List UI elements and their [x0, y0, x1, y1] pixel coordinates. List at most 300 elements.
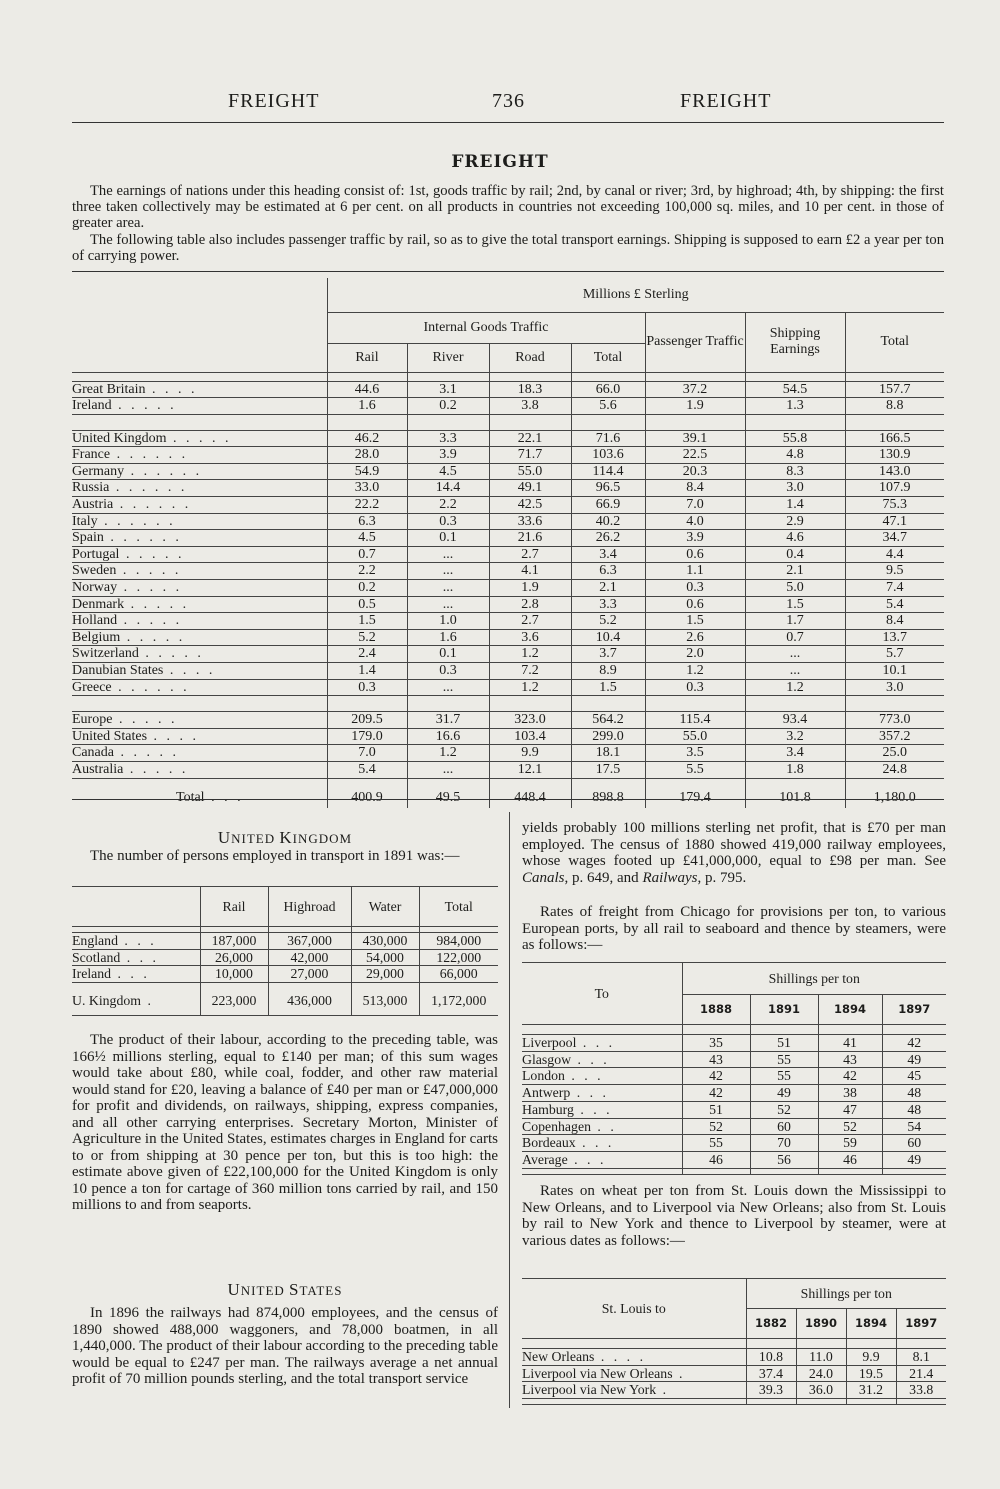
- uk-employment-table: [72, 886, 498, 1016]
- column-divider: [509, 812, 510, 1408]
- cell-total: 17.5: [571, 761, 645, 778]
- cell-road: 21.6: [489, 530, 571, 547]
- label-text: Scotland: [72, 949, 121, 965]
- cell-river: 2.2: [407, 497, 489, 514]
- rate-cell: 41: [818, 1035, 882, 1052]
- label-text: France: [72, 447, 111, 463]
- row-label: [72, 949, 200, 966]
- cell-grand: 34.7: [845, 530, 944, 547]
- rate-cell: 48: [882, 1101, 946, 1118]
- cell-total: 564.2: [571, 712, 645, 729]
- cell-shipping: ...: [745, 663, 845, 680]
- rate-cell: 9.9: [846, 1349, 896, 1366]
- leader-dots: . . . . .: [111, 398, 177, 414]
- running-head-left: FREIGHT: [228, 90, 320, 112]
- cell-total: 2.1: [571, 580, 645, 597]
- row-label: [72, 546, 327, 563]
- total-total: 1,172,000: [419, 983, 498, 1016]
- cell-highroad: 367,000: [268, 933, 351, 950]
- rate-cell: 54: [882, 1118, 946, 1135]
- row-label: [72, 933, 200, 950]
- leader-dots: . . . .: [145, 381, 198, 397]
- river-header: River: [407, 343, 489, 372]
- table-row: [522, 1035, 946, 1052]
- year-header: 1894: [818, 995, 882, 1025]
- freight-earnings-table: [72, 278, 944, 808]
- year-header: 1897: [882, 995, 946, 1025]
- table-row: [72, 596, 944, 613]
- row-label: [72, 728, 327, 745]
- label-text: United Kingdom: [72, 430, 167, 446]
- leader-dots: . . . . .: [112, 712, 178, 728]
- leader-dots: . . . . .: [119, 546, 185, 562]
- table-row: [522, 1135, 946, 1152]
- table-row: [72, 629, 944, 646]
- cell-rail: 6.3: [327, 513, 407, 530]
- cell-river: ...: [407, 546, 489, 563]
- rate-cell: 37.4: [746, 1365, 796, 1382]
- cell-grand: 8.8: [845, 398, 944, 415]
- cell-rail: 179.0: [327, 728, 407, 745]
- cell-grand: 5.7: [845, 646, 944, 663]
- leader-dots: . . . . .: [124, 596, 190, 612]
- cell-shipping: 55.8: [745, 430, 845, 447]
- table-bottom-rule: [72, 799, 944, 800]
- cell-rail: 0.3: [327, 679, 407, 696]
- table-row: [72, 530, 944, 547]
- rate-cell: 59: [818, 1135, 882, 1152]
- cell-rail: 5.2: [327, 629, 407, 646]
- cell-river: 31.7: [407, 712, 489, 729]
- row-label: [522, 1101, 682, 1118]
- rate-cell: 31.2: [846, 1382, 896, 1399]
- cell-passenger: 3.9: [645, 530, 745, 547]
- stlouis-units-header: Shillings per ton: [746, 1279, 946, 1309]
- cell-grand: 4.4: [845, 546, 944, 563]
- cell-rail: 0.7: [327, 546, 407, 563]
- leader-dots: . . . . . .: [97, 513, 176, 529]
- cell-passenger: 4.0: [645, 513, 745, 530]
- total-road: 448.4: [489, 778, 571, 808]
- internal-goods-header: Internal Goods Traffic: [327, 312, 645, 343]
- cell-rail: 7.0: [327, 745, 407, 762]
- cell-total: 96.5: [571, 480, 645, 497]
- cell-total: 18.1: [571, 745, 645, 762]
- cell-total: 1.5: [571, 679, 645, 696]
- chicago-to-header: To: [594, 985, 609, 1001]
- leader-dots: . . .: [567, 1151, 607, 1167]
- table-row: [72, 580, 944, 597]
- label-text: Ireland: [72, 398, 112, 414]
- cell-grand: 9.5: [845, 563, 944, 580]
- table-row: [72, 447, 944, 464]
- label-text: Ireland: [72, 966, 112, 982]
- table-row: [72, 728, 944, 745]
- leader-dots: .: [656, 1382, 670, 1398]
- row-label: [72, 966, 200, 983]
- cell-rail: 54.9: [327, 463, 407, 480]
- cell-shipping: 54.5: [745, 381, 845, 398]
- leader-dots: . . . . . .: [124, 463, 203, 479]
- rate-cell: 49: [882, 1151, 946, 1168]
- cell-total: 8.9: [571, 663, 645, 680]
- label-text: Liverpool via New York: [522, 1382, 657, 1398]
- rate-cell: 8.1: [896, 1349, 946, 1366]
- row-label: [522, 1051, 682, 1068]
- label-text: Switzerland: [72, 646, 139, 662]
- cell-total: 66.0: [571, 381, 645, 398]
- total-rail: 400.9: [327, 778, 407, 808]
- page-number: 736: [492, 90, 525, 112]
- cell-passenger: 37.2: [645, 381, 745, 398]
- cell-river: 1.0: [407, 613, 489, 630]
- cell-rail: 26,000: [200, 949, 268, 966]
- cell-rail: 4.5: [327, 530, 407, 547]
- cell-rail: 44.6: [327, 381, 407, 398]
- cell-passenger: 39.1: [645, 430, 745, 447]
- cell-river: ...: [407, 596, 489, 613]
- cell-shipping: 3.2: [745, 728, 845, 745]
- row-label: [72, 513, 327, 530]
- cell-total: 5.2: [571, 613, 645, 630]
- cell-road: 1.2: [489, 679, 571, 696]
- label-text: U. Kingdom: [72, 993, 141, 1009]
- cell-passenger: 0.6: [645, 546, 745, 563]
- cell-road: 49.1: [489, 480, 571, 497]
- table-row: [72, 430, 944, 447]
- total-rail: 223,000: [200, 983, 268, 1016]
- rate-cell: 52: [818, 1118, 882, 1135]
- rate-cell: 39.3: [746, 1382, 796, 1399]
- cell-passenger: 3.5: [645, 745, 745, 762]
- leader-dots: . . . . . .: [113, 497, 192, 513]
- label-text: Belgium: [72, 629, 121, 645]
- leader-dots: .: [672, 1365, 686, 1381]
- cell-rail: 2.4: [327, 646, 407, 663]
- row-label: [522, 1151, 682, 1168]
- table-row: [72, 949, 498, 966]
- row-label: [72, 761, 327, 778]
- cell-river: 0.1: [407, 646, 489, 663]
- cell-grand: 130.9: [845, 447, 944, 464]
- rate-cell: 35: [682, 1035, 750, 1052]
- cell-shipping: 0.4: [745, 546, 845, 563]
- uk-heading: UNITED KINGDOM: [217, 828, 353, 847]
- label-text: Holland: [72, 613, 118, 629]
- cell-river: 1.6: [407, 629, 489, 646]
- table-row: [72, 613, 944, 630]
- table-row: [72, 712, 944, 729]
- cell-grand: 24.8: [845, 761, 944, 778]
- cell-road: 9.9: [489, 745, 571, 762]
- table-row: [72, 398, 944, 415]
- row-label: [72, 447, 327, 464]
- rate-cell: 60: [750, 1118, 818, 1135]
- right-continuation: yields probably 100 millions sterling net profit, that is £70 per man employed. The census of 1880 showed 419,000 railway employees, whose wages footed up £41,000,000, equal to £98 per man. See Canals, p. 649, and Railways, p. 795.: [522, 820, 946, 886]
- label-text: Norway: [72, 580, 118, 596]
- cell-passenger: 20.3: [645, 463, 745, 480]
- cell-grand: 357.2: [845, 728, 944, 745]
- rate-cell: 55: [750, 1068, 818, 1085]
- row-label: [72, 563, 327, 580]
- row-label: [72, 663, 327, 680]
- cell-grand: 166.5: [845, 430, 944, 447]
- total-row: [72, 983, 498, 1016]
- rate-cell: 49: [882, 1051, 946, 1068]
- rate-cell: 46: [682, 1151, 750, 1168]
- row-label: [72, 596, 327, 613]
- rate-cell: 10.8: [746, 1349, 796, 1366]
- cell-total: 6.3: [571, 563, 645, 580]
- chicago-intro: Rates of freight from Chicago for provisions per ton, to various European ports, by all rail to seaboard and thence by steamers, were as follows:—: [522, 904, 946, 953]
- table-row: [72, 745, 944, 762]
- cell-water: 54,000: [351, 949, 419, 966]
- rate-cell: 33.8: [896, 1382, 946, 1399]
- leader-dots: . .: [590, 1118, 617, 1134]
- label-text: London: [522, 1068, 565, 1084]
- row-label: [72, 430, 327, 447]
- rate-cell: 60: [882, 1135, 946, 1152]
- label-text: Liverpool via New Orleans: [522, 1365, 673, 1381]
- cell-road: 4.1: [489, 563, 571, 580]
- cell-shipping: 2.1: [745, 563, 845, 580]
- cell-grand: 157.7: [845, 381, 944, 398]
- rate-cell: 42: [818, 1068, 882, 1085]
- leader-dots: . . . . . .: [103, 530, 182, 546]
- cell-water: 430,000: [351, 933, 419, 950]
- cell-road: 18.3: [489, 381, 571, 398]
- label-text: Portugal: [72, 546, 120, 562]
- group-spacer: [72, 414, 944, 430]
- cell-passenger: 1.1: [645, 563, 745, 580]
- row-label: [522, 1135, 682, 1152]
- cell-grand: 107.9: [845, 480, 944, 497]
- cell-passenger: 0.6: [645, 596, 745, 613]
- cell-passenger: 115.4: [645, 712, 745, 729]
- table-row: [72, 679, 944, 696]
- cell-passenger: 8.4: [645, 480, 745, 497]
- us-heading: UNITED STATES: [227, 1280, 343, 1299]
- table-row: [72, 513, 944, 530]
- cell-road: 7.2: [489, 663, 571, 680]
- cell-passenger: 0.3: [645, 580, 745, 597]
- canals-reference: Canals: [522, 869, 565, 886]
- label-text: Denmark: [72, 596, 125, 612]
- rate-cell: 21.4: [896, 1365, 946, 1382]
- uk-total-header: Total: [419, 887, 498, 927]
- cell-total: 103.6: [571, 447, 645, 464]
- label-text: Antwerp: [522, 1085, 571, 1101]
- total-total: 898.8: [571, 778, 645, 808]
- cell-rail: 209.5: [327, 712, 407, 729]
- us-paragraph: In 1896 the railways had 874,000 employees, and the census of 1890 showed 488,000 waggoners, and 78,000 boatmen, in all 1,440,000. The product of their labour according to the preceding table would be equal to £247 per man. The railways average a net annual profit of 70 million pounds sterling, and the total transport service: [72, 1305, 498, 1387]
- label-text: Copenhagen: [522, 1118, 591, 1134]
- rate-cell: 42: [882, 1035, 946, 1052]
- leader-dots: . . .: [111, 966, 150, 982]
- cell-shipping: 1.5: [745, 596, 845, 613]
- cell-rail: 10,000: [200, 966, 268, 983]
- label-text: Austria: [72, 497, 114, 513]
- rail-header: Rail: [327, 343, 407, 372]
- cell-rail: 28.0: [327, 447, 407, 464]
- cell-grand: 75.3: [845, 497, 944, 514]
- rate-cell: 55: [682, 1135, 750, 1152]
- table-row: [72, 663, 944, 680]
- internal-total-header: Total: [571, 343, 645, 372]
- leader-dots: . . .: [120, 949, 159, 965]
- table-row: [72, 497, 944, 514]
- cell-passenger: 55.0: [645, 728, 745, 745]
- stlouis-to-header: St. Louis to: [601, 1300, 666, 1316]
- cell-total: 40.2: [571, 513, 645, 530]
- cell-highroad: 27,000: [268, 966, 351, 983]
- cell-river: ...: [407, 580, 489, 597]
- label-text: England: [72, 933, 118, 948]
- leader-dots: . . . .: [594, 1349, 647, 1364]
- stlouis-rates-table: [522, 1278, 946, 1405]
- intro-paragraph-1: The earnings of nations under this heading consist of: 1st, goods traffic by rail; 2nd, by canal or river; 3rd, by highroad; 4th, by shipping: the first three taken collectively may be estimated at 6 per cent. on all products in countries not exceeding 100,000 sq. miles, and 10 per cent. in those of greater area.: [72, 183, 944, 232]
- cell-rail: 2.2: [327, 563, 407, 580]
- row-label: [522, 1365, 746, 1382]
- row-label: [72, 712, 327, 729]
- running-head-right: FREIGHT: [680, 90, 772, 112]
- leader-dots: . . . . .: [166, 430, 232, 446]
- cell-passenger: 2.6: [645, 629, 745, 646]
- row-label: [522, 1349, 746, 1366]
- rate-cell: 46: [818, 1151, 882, 1168]
- cell-rail: 1.5: [327, 613, 407, 630]
- table-row: [72, 966, 498, 983]
- rate-cell: 11.0: [796, 1349, 846, 1366]
- leader-dots: . . . . . .: [110, 447, 189, 463]
- cell-river: ...: [407, 679, 489, 696]
- table-row: [72, 933, 498, 950]
- label-text: Sweden: [72, 563, 117, 579]
- group-spacer: [72, 696, 944, 712]
- cell-river: 16.6: [407, 728, 489, 745]
- cell-highroad: 42,000: [268, 949, 351, 966]
- stlouis-intro: Rates on wheat per ton from St. Louis down the Mississippi to New Orleans, and to Liverpool via New Orleans; also from St. Louis by rail to New York and thence to Liverpool by steamer, were at various dates as follows:—: [522, 1183, 946, 1249]
- rate-cell: 42: [682, 1085, 750, 1102]
- cell-shipping: 1.7: [745, 613, 845, 630]
- cell-grand: 3.0: [845, 679, 944, 696]
- rate-cell: 47: [818, 1101, 882, 1118]
- cell-river: 3.9: [407, 447, 489, 464]
- table-row: [522, 1349, 946, 1366]
- cell-total: 66.9: [571, 497, 645, 514]
- cell-grand: 8.4: [845, 613, 944, 630]
- row-label: [72, 646, 327, 663]
- cell-grand: 7.4: [845, 580, 944, 597]
- rate-cell: 70: [750, 1135, 818, 1152]
- total-water: 513,000: [351, 983, 419, 1016]
- table-row: [72, 546, 944, 563]
- leader-dots: . . .: [564, 1068, 604, 1084]
- row-label: [522, 1118, 682, 1135]
- label-text: United States: [72, 728, 148, 744]
- label-text: Canada: [72, 745, 114, 761]
- cell-river: 3.1: [407, 381, 489, 398]
- label-text: Bordeaux: [522, 1135, 576, 1151]
- leader-dots: .: [141, 993, 154, 1009]
- cell-grand: 10.1: [845, 663, 944, 680]
- year-header: 1882: [746, 1309, 796, 1339]
- row-label: [72, 613, 327, 630]
- cell-rail: 22.2: [327, 497, 407, 514]
- cell-shipping: 8.3: [745, 463, 845, 480]
- cell-shipping: 4.6: [745, 530, 845, 547]
- leader-dots: . . . .: [163, 663, 216, 678]
- table-row: [522, 1068, 946, 1085]
- chicago-rates-table: [522, 962, 946, 1175]
- label-text: New Orleans: [522, 1349, 595, 1364]
- leader-dots: . . .: [570, 1085, 609, 1101]
- cell-river: 14.4: [407, 480, 489, 497]
- row-label: [72, 530, 327, 547]
- cell-grand: 5.4: [845, 596, 944, 613]
- cell-total: 26.2: [571, 530, 645, 547]
- cell-shipping: 2.9: [745, 513, 845, 530]
- leader-dots: . . . . .: [113, 745, 179, 761]
- cell-grand: 13.7: [845, 629, 944, 646]
- total-passenger: 179.4: [645, 778, 745, 808]
- cell-road: 42.5: [489, 497, 571, 514]
- cell-total: 5.6: [571, 398, 645, 415]
- label-text: Australia: [72, 761, 124, 777]
- cell-passenger: 2.0: [645, 646, 745, 663]
- cell-total: 3.4: [571, 546, 645, 563]
- leader-dots: . . . . . .: [111, 679, 190, 695]
- cell-shipping: 0.7: [745, 629, 845, 646]
- leader-dots: . . .: [117, 933, 157, 948]
- cell-rail: 33.0: [327, 480, 407, 497]
- cell-road: 71.7: [489, 447, 571, 464]
- cell-passenger: 1.9: [645, 398, 745, 415]
- rate-cell: 52: [682, 1118, 750, 1135]
- table-row: [522, 1151, 946, 1168]
- rate-cell: 55: [750, 1051, 818, 1068]
- railways-reference: Railways: [642, 869, 698, 886]
- cell-road: 2.7: [489, 613, 571, 630]
- uk-highroad-header: Highroad: [268, 887, 351, 927]
- cell-shipping: 4.8: [745, 447, 845, 464]
- cell-rail: 1.6: [327, 398, 407, 415]
- rate-cell: 45: [882, 1068, 946, 1085]
- cell-shipping: 1.8: [745, 761, 845, 778]
- rate-cell: 43: [818, 1051, 882, 1068]
- rate-cell: 51: [750, 1035, 818, 1052]
- row-label: [72, 398, 327, 415]
- year-header: 1890: [796, 1309, 846, 1339]
- rate-cell: 52: [750, 1101, 818, 1118]
- cell-grand: 25.0: [845, 745, 944, 762]
- cell-passenger: 1.5: [645, 613, 745, 630]
- cell-total: 3.7: [571, 646, 645, 663]
- total-river: 49.5: [407, 778, 489, 808]
- cell-shipping: 93.4: [745, 712, 845, 729]
- row-label: [522, 1382, 746, 1399]
- leader-dots: . . . . .: [123, 761, 189, 777]
- cell-river: 0.2: [407, 398, 489, 415]
- uk-water-header: Water: [351, 887, 419, 927]
- cell-river: ...: [407, 761, 489, 778]
- cell-river: 0.3: [407, 663, 489, 680]
- leader-dots: . . . . . .: [109, 480, 188, 496]
- cell-rail: 0.5: [327, 596, 407, 613]
- cell-water: 29,000: [351, 966, 419, 983]
- leader-dots: . . . . .: [117, 580, 183, 596]
- cell-river: 3.3: [407, 430, 489, 447]
